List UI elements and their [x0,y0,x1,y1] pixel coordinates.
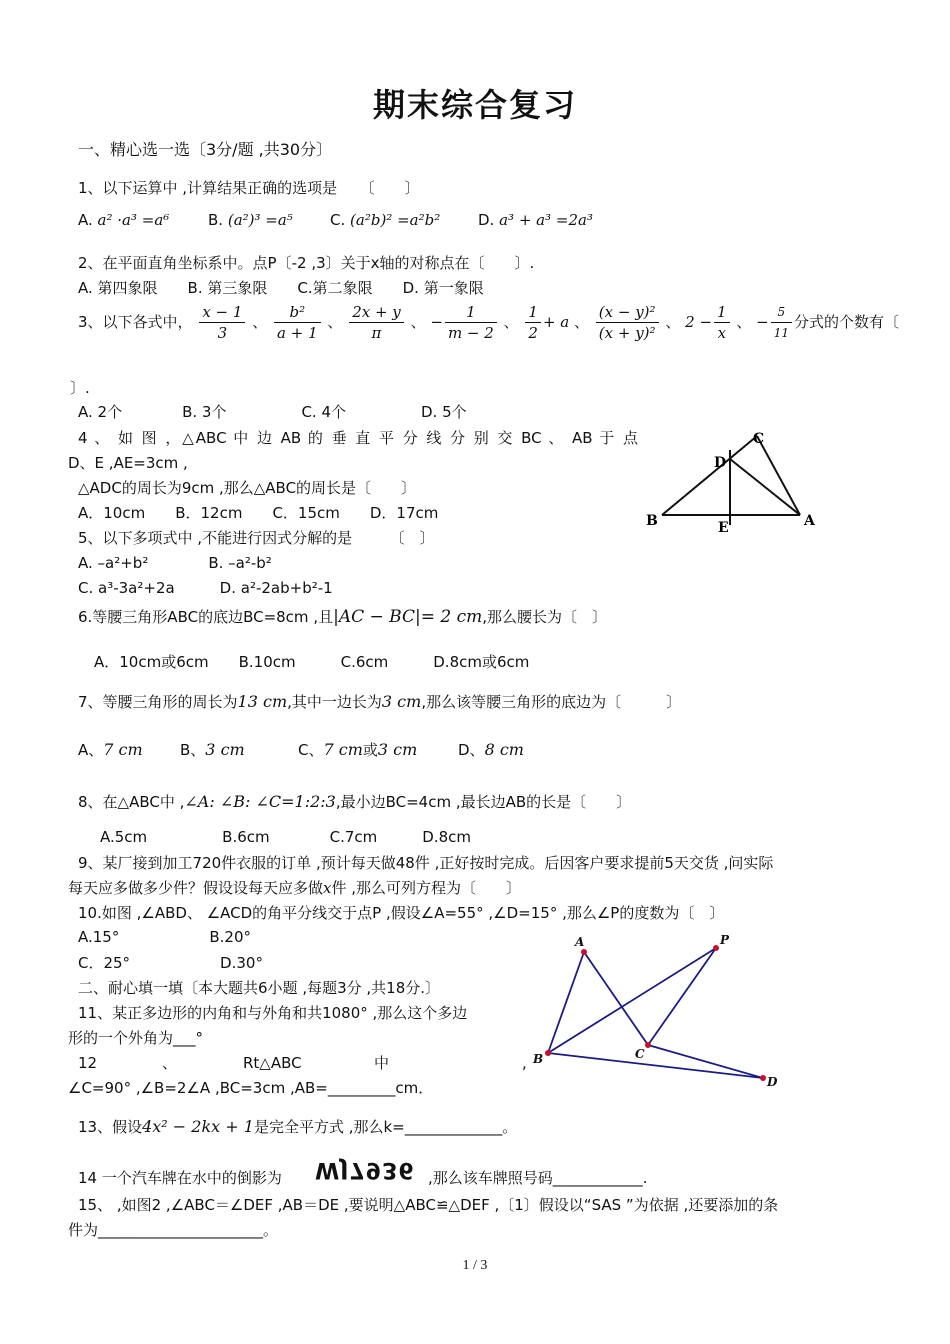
q9-line-2-pre: 每天应多做多少件？假设设每天应多做 [68,879,324,897]
question-11-line-2: 形的一个外角为___° [68,1029,204,1047]
q7-perimeter: 13 cm [237,692,288,711]
label-p: P [720,933,730,947]
label-b: B [533,1052,544,1066]
question-12-line-2: ∠C=90° ,∠B=2∠A ,BC=3cm ,AB=_________cm． [68,1079,434,1097]
q12-zhong: 中 [374,1054,390,1072]
question-14-pre: 14 一个汽车牌在水中的倒影为 [78,1169,282,1187]
q6-stem-post: ,那么腰长为〔 〕 [482,608,607,626]
q1-option-a-math: a² ·a³ =a⁶ [97,211,170,229]
q10-angle-figure [525,928,795,1093]
q7-option-c [298,740,417,760]
q10-options-cd: C．25° D.30° [78,954,263,972]
label-b: B [646,513,658,529]
question-11-line-1: 11、某正多边形的内角和与外角和共1080° ,那么这个多边 [78,1004,468,1022]
q3-close-bracket: 〕. [70,379,90,397]
q1-option-c [330,210,440,230]
q1-option-c-math: (a²b)² =a²b² [350,211,441,229]
q3-stem: 3、以下各式中， [78,313,193,331]
q9-variable: x [323,879,332,897]
page-title: 期末综合复习 [372,86,577,124]
q3-f2-numerator: b² [274,302,321,323]
q3-f5-tail: + a [542,313,570,331]
point-b [545,1050,551,1056]
edge-bd [548,1053,763,1078]
q7-option-d-value: 8 cm [484,740,524,759]
q3-fraction-1 [199,302,245,343]
edge-cd [648,1045,763,1078]
q1-option-a [78,210,169,230]
q3-separator: 、 [503,313,519,331]
q1-option-d [478,210,593,230]
edge-bc [662,436,757,515]
q7-option-b-value: 3 cm [205,740,245,759]
question-15-line-2: 件为______________________。 [68,1221,279,1239]
question-5-stem: 5、以下多项式中 ,不能进行因式分解的是 〔 〕 [78,529,435,547]
q3-f1-numerator: x − 1 [199,302,245,323]
q3-separator: 、 [327,313,343,331]
edge-ca [757,436,800,515]
q7-stem-a: 7、等腰三角形的周长为 [78,693,238,711]
q14-plate-reflection [315,1156,415,1183]
question-15-line-1: 15、 ,如图2 ,∠ABC＝∠DEF ,AB＝DE ,要说明△ABC≌△DEF ,〔1〕假设以“SAS ”为依据 ,还要添加的条 [78,1196,779,1214]
q3-separator: 、 [252,313,268,331]
q3-f6-numerator: (x − y)² [596,302,659,323]
q12-separator: 、 [162,1054,178,1072]
q3-fraction-4 [445,302,497,343]
q13-post: 是完全平方式 ,那么k=_____________。 [253,1118,518,1136]
q3-f2-denominator: a + 1 [277,324,318,342]
q3-f4-denominator: m − 2 [447,324,494,342]
question-2-stem: 2、在平面直角坐标系中。点P〔-2 ,3〕关于x轴的对称点在〔 〕. [78,254,535,272]
q7-option-a-value: 7 cm [103,740,143,759]
q12-number: 12 [78,1054,98,1072]
q12-triangle: Rt△ABC [243,1054,302,1072]
q3-f8-numerator: 5 [771,302,792,323]
q7-option-a [78,740,143,760]
q7-option-c-or: 或 [362,741,378,759]
q4-triangle-figure [640,425,830,540]
q7-option-c-value-1: 7 cm [323,740,363,759]
q8-stem-pre: 8、在△ABC中 , [78,793,185,811]
q7-option-c-value-2: 3 cm [377,740,418,759]
edge-ba [548,952,584,1053]
question-4-line-1: 4 、 如 图 ，△ABC 中 边 AB 的 垂 直 平 分 线 分 别 交 BC 、 AB 于 点 [78,429,638,447]
q3-fraction-2 [274,302,321,343]
q4-options: A．10cm B．12cm C．15cm D．17cm [78,504,439,522]
question-4-line-2: D、E ,AE=3cm , [68,454,188,472]
edge-bp [548,948,716,1053]
q3-f1-denominator: 3 [217,324,228,342]
label-d: D [714,455,727,471]
label-a: A [575,935,585,949]
q3-f4-sign: − [430,313,443,331]
q6-stem-pre: 6.等腰三角形ABC的底边BC=8cm ,且 [78,608,334,626]
page-number: 1 / 3 [462,1258,488,1273]
q3-fraction-5 [525,302,541,343]
edge-da [730,459,800,515]
q3-separator: 、 [736,313,752,331]
q3-fraction-6 [596,302,659,343]
q6-math: |AC − BC|= 2 cm [333,607,483,627]
label-c: C [635,1047,645,1061]
question-1-stem: 1、以下运算中 ,计算结果正确的选项是 〔 〕 [78,179,420,197]
q7-stem-c: ,那么该等腰三角形的底边为〔 〕 [421,693,682,711]
q1-option-d-label: D. [478,211,495,229]
point-c [645,1042,651,1048]
question-8-stem [78,792,631,812]
point-p [713,945,719,951]
q3-f8-denominator: 11 [773,326,790,340]
q3-separator: 、 [410,313,426,331]
q14-plate-text: WJ7936 [315,1157,415,1182]
q13-pre: 13、假设 [78,1118,143,1136]
point-a [581,949,587,955]
q3-f8-sign: − [756,313,769,331]
question-4-line-3: △ADC的周长为9cm ,那么△ABC的周长是〔 〕 [78,479,417,497]
q7-option-d-label: D、 [458,741,485,759]
q6-options: A．10cm或6cm B.10cm C.6cm D.8cm或6cm [94,653,530,671]
q3-tail: 分式的个数有〔 [794,313,900,331]
question-9-line-1: 9、某厂接到加工720件衣服的订单 ,预计每天做48件 ,正好按时完成。后因客户要求提前5天交货 ,问实际 [78,854,774,872]
q7-option-c-label: C、 [298,741,324,759]
q7-side: 3 cm [381,692,422,711]
q3-f7-denominator: x [717,324,727,342]
q3-options: A. 2个 B. 3个 C. 4个 D. 5个 [78,403,467,421]
q13-math: 4x² − 2kx + 1 [142,1117,254,1136]
question-6-stem [78,607,607,627]
section-1-heading: 一、精心选一选〔3分/题 ,共30分〕 [78,140,333,159]
q1-option-c-label: C. [330,211,346,229]
q3-fraction-3 [349,302,404,343]
q7-option-a-label: A、 [78,741,104,759]
question-9-line-2 [68,878,521,898]
q9-line-2-post: 件 ,那么可列方程为〔 〕 [331,879,522,897]
q3-f3-numerator: 2x + y [349,302,404,323]
q3-f7-numerator: 1 [714,302,730,323]
label-c: C [753,431,765,447]
question-10-stem: 10.如图 ,∠ABD、 ∠ACD的角平分线交于点P ,假设∠A=55° ,∠D=15° ,那么∠P的度数为〔 〕 [78,904,725,922]
q3-separator: 、 [665,313,681,331]
label-e: E [718,520,729,536]
q3-fraction-7 [714,302,730,343]
q1-option-b [208,210,293,230]
q3-f3-denominator: π [371,324,382,342]
q7-stem-b: ,其中一边长为 [287,693,382,711]
point-d [760,1075,766,1081]
q1-option-b-math: (a²)³ =a⁵ [227,211,293,229]
q8-math: ∠A: ∠B: ∠C=1:2:3 [184,792,336,811]
q3-f5-denominator: 2 [528,324,538,342]
q7-option-d [458,740,524,760]
section-2-heading: 二、耐心填一填〔本大题共6小题 ,每题3分 ,共18分.〕 [78,979,441,997]
label-a: A [804,513,815,529]
q5-options-cd: C. a³-3a²+2a D. a²-2ab+b²-1 [78,579,333,597]
question-13 [78,1117,517,1137]
edge-ac [584,952,648,1045]
q3-fraction-8 [771,302,792,343]
q8-options: A.5cm B.6cm C.7cm D.8cm [100,828,471,846]
q1-option-a-label: A. [78,211,93,229]
q3-separator: 、 [574,313,590,331]
q10-options-ab: A.15° B.20° [78,928,251,946]
q7-option-b [180,740,245,760]
question-3 [78,302,899,343]
q5-options-ab: A. –a²+b² B. –a²-b² [78,554,272,572]
q3-f6-denominator: (x + y)² [598,324,656,342]
q12-comma: , [522,1054,527,1072]
q3-f7-prefix: 2 − [685,313,713,331]
q3-f5-numerator: 1 [525,302,541,323]
q1-option-d-math: a³ + a³ =2a³ [499,211,593,229]
label-d: D [767,1075,778,1089]
q1-option-b-label: B. [208,211,224,229]
question-14-post: ,那么该车牌照号码____________. [428,1169,648,1187]
q2-options: A. 第四象限 B. 第三象限 C.第二象限 D. 第一象限 [78,279,484,297]
edge-cp [648,948,716,1045]
q3-f4-numerator: 1 [445,302,497,323]
question-7-stem [78,692,681,712]
q8-stem-post: ,最小边BC=4cm ,最长边AB的长是〔 〕 [335,793,632,811]
q7-option-b-label: B、 [180,741,206,759]
